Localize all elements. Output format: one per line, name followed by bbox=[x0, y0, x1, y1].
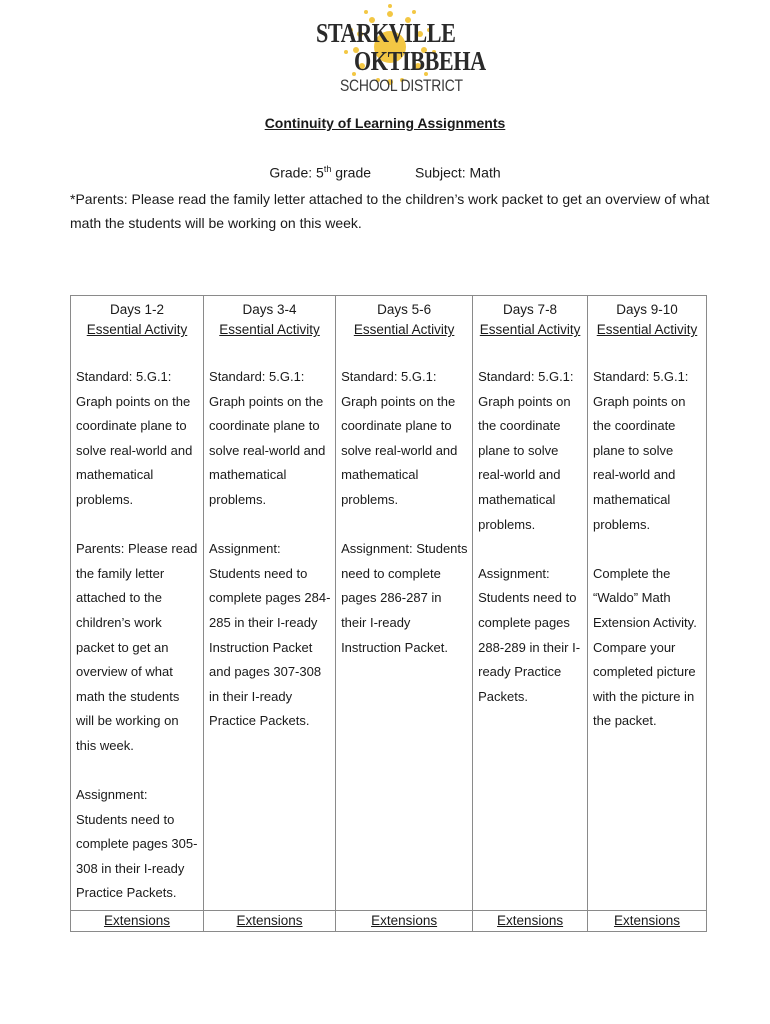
grade-suffix: grade bbox=[331, 164, 372, 181]
table-header-row bbox=[71, 296, 707, 342]
extensions-label: Extensions bbox=[473, 911, 588, 932]
extensions-label: Extensions bbox=[336, 911, 473, 932]
logo-line-1: STARKVILLE bbox=[316, 18, 456, 48]
column-header bbox=[204, 296, 336, 342]
district-logo bbox=[300, 0, 486, 100]
table-body-row bbox=[71, 341, 707, 911]
table-cell bbox=[588, 341, 707, 911]
day-label: Days 1-2 bbox=[110, 302, 165, 317]
cell-paragraph: Standard: 5.G.1: Graph points on the coordinate plane to solve real-world and mathematical problems. bbox=[341, 369, 458, 507]
extensions-label: Extensions bbox=[204, 911, 336, 932]
extensions-label: Extensions bbox=[588, 911, 707, 932]
assignments-table bbox=[70, 295, 707, 932]
cell-paragraph: Complete the “Waldo” Math Extension Activity. Compare your completed picture with the picture in the packet. bbox=[593, 565, 697, 729]
grade-label: Grade: 5 bbox=[269, 164, 324, 181]
table-cell bbox=[473, 341, 588, 911]
cell-paragraph: Assignment: Students need to complete pages 286-287 in their I-ready Instruction Packet. bbox=[341, 541, 468, 655]
essential-activity-label: Essential Activity bbox=[353, 322, 455, 337]
extensions-row bbox=[71, 911, 707, 932]
cell-paragraph: Standard: 5.G.1: Graph points on the coordinate plane to solve real-world and mathematical problems. bbox=[478, 369, 574, 532]
page-title: Continuity of Learning Assignments bbox=[264, 115, 506, 131]
cell-paragraph: Standard: 5.G.1: Graph points on the coordinate plane to solve real-world and mathematical problems. bbox=[209, 369, 326, 507]
column-header bbox=[71, 296, 204, 342]
day-label: Days 9-10 bbox=[616, 302, 678, 317]
essential-activity-label: Essential Activity bbox=[86, 322, 188, 337]
table-cell bbox=[71, 341, 204, 911]
cell-paragraph: Assignment: Students need to complete pages 284-285 in their I-ready Instruction Packet and pages 307-308 in their I-ready Practice Packets. bbox=[209, 541, 331, 729]
table-cell bbox=[204, 341, 336, 911]
day-label: Days 3-4 bbox=[242, 302, 297, 317]
column-header bbox=[473, 296, 588, 342]
logo-line-2: OKTIBBEHA bbox=[354, 46, 486, 76]
cell-paragraph: Assignment: Students need to complete pages 288-289 in their I-ready Practice Packets. bbox=[478, 565, 581, 704]
cell-paragraph: Parents: Please read the family letter attached to the children’s work packet to get an overview of what math the students will be working on this week. bbox=[76, 541, 198, 753]
day-label: Days 7-8 bbox=[503, 302, 558, 317]
essential-activity-label: Essential Activity bbox=[596, 322, 698, 337]
cell-paragraph: Standard: 5.G.1: Graph points on the coordinate plane to solve real-world and mathematical problems. bbox=[593, 369, 689, 532]
subject-label: Subject: Math bbox=[415, 164, 501, 181]
essential-activity-label: Essential Activity bbox=[479, 322, 581, 337]
grade-subject-line bbox=[0, 164, 770, 181]
column-header bbox=[588, 296, 707, 342]
extensions-label: Extensions bbox=[71, 911, 204, 932]
cell-paragraph: Assignment: Students need to complete pages 305-308 in their I-ready Practice Packets. bbox=[76, 787, 198, 901]
grade-superscript: th bbox=[323, 164, 332, 174]
column-header bbox=[336, 296, 473, 342]
essential-activity-label: Essential Activity bbox=[219, 322, 320, 337]
logo-line-3: SCHOOL DISTRICT bbox=[340, 76, 463, 95]
parents-note: *Parents: Please read the family letter attached to the children’s work packet to get an overview of what math the students will be working on this week. bbox=[70, 191, 710, 231]
day-label: Days 5-6 bbox=[377, 302, 432, 317]
cell-paragraph: Standard: 5.G.1: Graph points on the coordinate plane to solve real-world and mathematical problems. bbox=[76, 369, 193, 507]
table-cell bbox=[336, 341, 473, 911]
